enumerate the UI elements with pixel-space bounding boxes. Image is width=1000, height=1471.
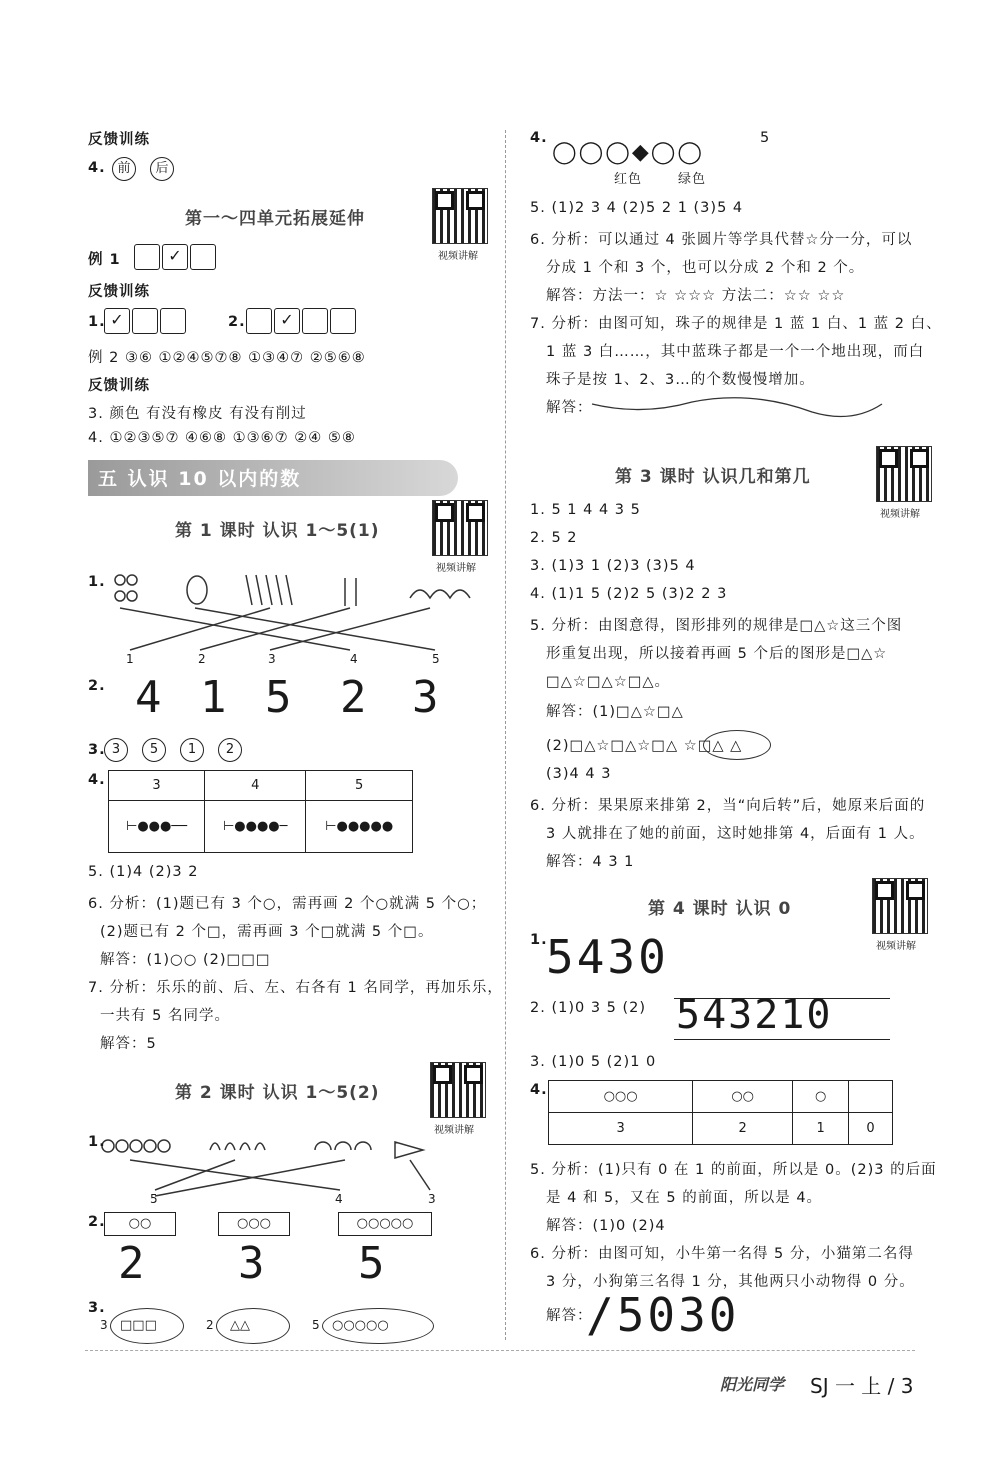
group-number: 5	[312, 1318, 320, 1332]
match-number: 4	[350, 652, 358, 666]
traced-digit: 2	[118, 1238, 148, 1289]
circled-answer: 前	[112, 157, 136, 181]
answer-line: 解答：(1)○○ (2)□□□	[100, 952, 271, 968]
match-number: 4	[335, 1192, 343, 1206]
circled-answer: 1	[180, 738, 204, 762]
table-cell: ○○	[693, 1081, 793, 1113]
question-number: 4.	[530, 1082, 548, 1098]
circled-answer: 后	[150, 157, 174, 181]
group-shapes: ○○○○○	[332, 1318, 389, 1333]
group-number: 3	[100, 1318, 108, 1332]
analysis-line: 分成 1 个和 3 个，也可以分成 2 个和 2 个。	[546, 260, 865, 276]
match-number: 3	[268, 652, 276, 666]
example-answer: 例 2 ③⑥ ①②④⑤⑦⑧ ①③④⑦ ②⑤⑥⑧	[88, 350, 366, 366]
checked-box: ✓	[104, 308, 130, 334]
qr-code-icon	[872, 878, 928, 934]
answer-line: 5. (1)4 (2)3 2	[88, 864, 199, 880]
analysis-line: 一共有 5 名同学。	[100, 1008, 230, 1024]
checked-box: ✓	[162, 244, 188, 270]
page-code: SJ 一 上 / 3	[810, 1374, 914, 1398]
group-number: 2	[206, 1318, 214, 1332]
qr-caption: 视频讲解	[434, 1125, 474, 1136]
table-cell: 5	[306, 771, 413, 801]
question-number: 1.	[88, 314, 106, 330]
analysis-line: 6. 分析：由图可知，小牛第一名得 5 分，小猫第二名得	[530, 1246, 914, 1262]
qr-caption: 视频讲解	[436, 563, 476, 574]
question-number: 3.	[88, 1300, 106, 1316]
lesson-title: 第 2 课时 认识 1～5(2)	[175, 1083, 380, 1103]
circled-answer: 2	[218, 738, 242, 762]
counting-box: ○○○○○	[338, 1212, 432, 1236]
match-number: 3	[428, 1192, 436, 1206]
answer-line: 1. 5 1 4 4 3 5	[530, 502, 641, 518]
traced-digits: /5030	[586, 1288, 740, 1342]
group-oval	[216, 1308, 290, 1344]
analysis-line: 6. 分析：(1)题已有 3 个○，需再画 2 个○就满 5 个○；	[88, 896, 487, 912]
traced-digits: 543210	[676, 992, 833, 1038]
analysis-line: 珠子是按 1、2、3…的个数慢慢增加。	[546, 372, 815, 388]
analysis-line: □△☆□△☆□△。	[546, 674, 671, 690]
lesson-title: 第 4 课时 认识 0	[648, 899, 792, 919]
answer-line: (3)4 4 3	[546, 766, 612, 782]
answer-line: 解答：	[546, 1308, 593, 1324]
question-number: 2.	[228, 314, 246, 330]
checked-box: ✓	[274, 308, 300, 334]
analysis-line: 是 4 和 5，又在 5 的前面，所以是 4。	[546, 1190, 823, 1206]
example-label: 例 1	[88, 252, 121, 268]
brand-logo: 阳光同学	[720, 1375, 785, 1394]
fruit-icons: ◯◯◯◆◯◯	[552, 140, 705, 165]
analysis-line: 7. 分析：由图可知，珠子的规律是 1 蓝 1 白、1 蓝 2 白、	[530, 316, 942, 332]
group-shapes: □□□	[120, 1318, 157, 1333]
question-number: 1.	[530, 932, 548, 948]
circled-group	[703, 730, 771, 760]
traced-digit: 4	[135, 672, 165, 723]
answer-line: 2. (1)0 3 5 (2)	[530, 1000, 647, 1016]
table-cell: 1	[793, 1113, 849, 1145]
abacus-icon: ⊢●●●●●	[306, 801, 413, 853]
counting-box: ○○○	[218, 1212, 290, 1236]
analysis-line: 形重复出现，所以接着再画 5 个后的图形是□△☆	[546, 646, 888, 662]
lesson-title: 第 3 课时 认识几和第几	[615, 467, 811, 487]
answer-line: (2)□△☆□△☆□△ ☆□△ △	[546, 738, 743, 754]
match-number: 5	[432, 652, 440, 666]
match-number: 2	[198, 652, 206, 666]
abacus-icon: ⊢●●●──	[109, 801, 205, 853]
match-number: 5	[150, 1192, 158, 1206]
analysis-line: 3 分，小狗第三名得 1 分，其他两只小动物得 0 分。	[546, 1274, 915, 1290]
traced-digit: 5	[265, 672, 295, 723]
qr-code-icon	[876, 446, 932, 502]
qr-caption: 视频讲解	[880, 509, 920, 520]
analysis-line: 3 人就排在了她的前面，这时她排第 4，后面有 1 人。	[546, 826, 925, 842]
question-number: 2.	[88, 678, 106, 694]
counting-box: ○○	[104, 1212, 176, 1236]
analysis-line: 5. 分析：(1)只有 0 在 1 的前面，所以是 0。(2)3 的后面	[530, 1162, 937, 1178]
analysis-line: 1 蓝 3 白……，其中蓝珠子都是一个一个地出现，而白	[546, 344, 925, 360]
answer-line: 解答：(1)0 (2)4	[546, 1218, 666, 1234]
traced-digit: 3	[238, 1238, 268, 1289]
group-shapes: △△	[230, 1318, 250, 1333]
footer-divider	[85, 1350, 915, 1351]
answer-line: 4. ①②③⑤⑦ ④⑥⑧ ①③⑥⑦ ②④ ⑤⑧	[88, 430, 356, 446]
answer-line: 解答：	[546, 400, 593, 416]
abacus-table	[108, 770, 413, 853]
table-cell: 3	[109, 771, 205, 801]
answer-circles	[104, 738, 256, 762]
analysis-line: 6. 分析：可以通过 4 张圆片等学具代替☆分一分，可以	[530, 232, 913, 248]
question-number: 4.	[88, 772, 106, 788]
table-cell: 4	[205, 771, 306, 801]
unit-title: 五 认识 10 以内的数	[98, 468, 302, 490]
table-cell: 3	[549, 1113, 693, 1145]
circled-answer: 3	[104, 738, 128, 762]
answer-line: 解答：(1)□△☆□△	[546, 704, 684, 720]
analysis-line: 5. 分析：由图意得，图形排列的规律是□△☆这三个图	[530, 618, 903, 634]
traced-digits: 5430	[546, 930, 669, 984]
answer-line: 4. (1)1 5 (2)2 5 (3)2 2 3	[530, 586, 728, 602]
count-number: 5	[760, 130, 771, 146]
traced-digit: 5	[358, 1238, 388, 1289]
analysis-line: 7. 分析：乐乐的前、后、左、右各有 1 名同学，再加乐乐，	[88, 980, 503, 996]
circled-answer: 5	[142, 738, 166, 762]
feedback-heading: 反馈训练	[88, 132, 150, 148]
question-number: 3.	[88, 742, 106, 758]
traced-digit: 1	[200, 672, 230, 723]
table-cell: 0	[849, 1113, 893, 1145]
qr-caption: 视频讲解	[438, 251, 478, 262]
feedback-heading: 反馈训练	[88, 284, 150, 300]
feedback-heading: 反馈训练	[88, 378, 150, 394]
question-number: 4.	[530, 130, 548, 146]
table-cell: ○	[793, 1081, 849, 1113]
qr-code-icon	[430, 1062, 486, 1118]
traced-digit: 3	[412, 672, 442, 723]
analysis-line: (2)题已有 2 个□，需再画 3 个□就满 5 个□。	[100, 924, 434, 940]
question-number: 1.	[88, 1134, 106, 1150]
lesson-title: 第 1 课时 认识 1～5(1)	[175, 521, 380, 541]
answer-line: 3. (1)3 1 (2)3 (3)5 4	[530, 558, 696, 574]
counting-table	[548, 1080, 893, 1145]
answer-line: 解答：方法一：☆ ☆☆☆ 方法二：☆☆ ☆☆	[546, 288, 846, 304]
question-number: 2.	[88, 1214, 106, 1230]
table-cell	[849, 1081, 893, 1113]
table-cell: ○○○	[549, 1081, 693, 1113]
color-label: 绿色	[678, 172, 707, 187]
color-label: 红色	[614, 172, 643, 187]
match-number: 1	[126, 652, 134, 666]
answer-line: 3. 颜色 有没有橡皮 有没有削过	[88, 406, 307, 422]
answer-line: 2. 5 2	[530, 530, 578, 546]
qr-caption: 视频讲解	[876, 941, 916, 952]
abacus-icon: ⊢●●●●─	[205, 801, 306, 853]
answer-line: 3. (1)0 5 (2)1 0	[530, 1054, 657, 1070]
traced-digit: 2	[340, 672, 370, 723]
answer-line: 5. (1)2 3 4 (2)5 2 1 (3)5 4	[530, 200, 744, 216]
section-title: 第一～四单元拓展延伸	[185, 209, 365, 229]
question-number: 4.	[88, 160, 106, 176]
answer-line: 解答：5	[100, 1036, 157, 1052]
question-number: 1.	[88, 574, 106, 590]
table-cell: 2	[693, 1113, 793, 1145]
analysis-line: 6. 分析：果果原来排第 2，当“向后转”后，她原来后面的	[530, 798, 926, 814]
answer-line: 解答：4 3 1	[546, 854, 635, 870]
